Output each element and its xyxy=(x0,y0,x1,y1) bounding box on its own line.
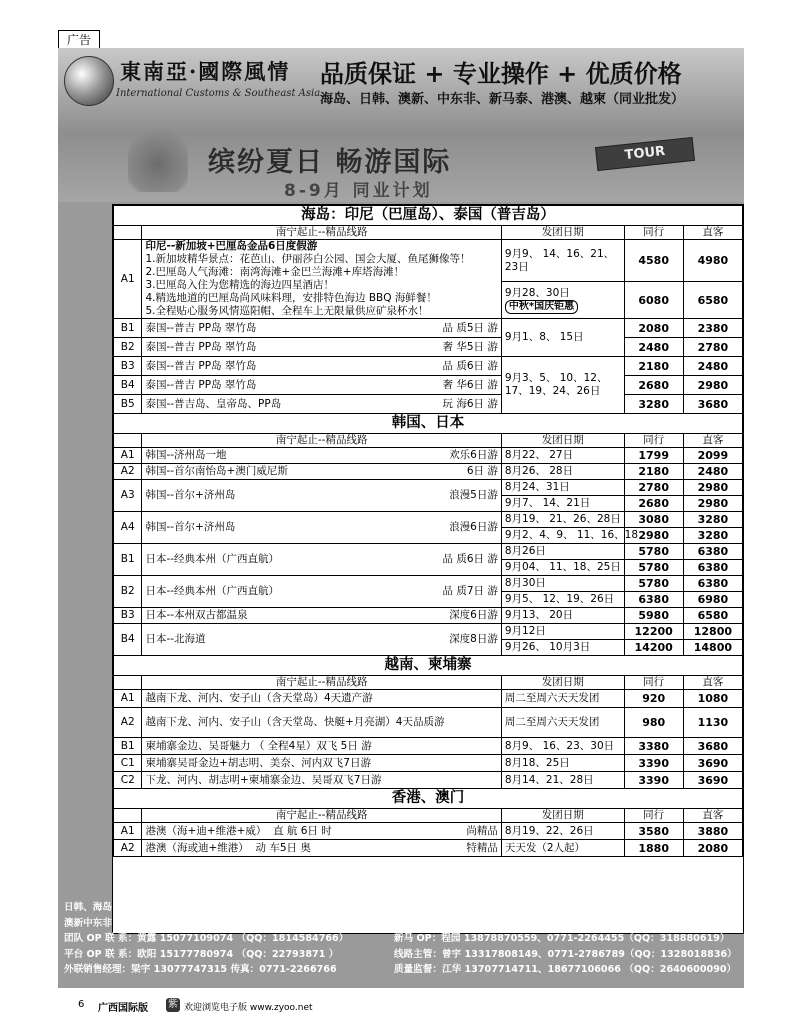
direct-price: 3690 xyxy=(683,772,742,789)
contact-entry: 日韩、海岛 OP：何萍 15994377197 （QQ：318880612 ） xyxy=(64,902,348,913)
brand-name-english: International Customs & Southeast Asia xyxy=(116,88,321,99)
route-code: B5 xyxy=(114,395,142,414)
route-name: 韩国--首尔+济州岛 浪漫6日游 xyxy=(142,512,501,544)
departure-dates: 8月26、 28日 xyxy=(501,464,624,480)
contact-row xyxy=(64,900,738,916)
trade-price: 2080 xyxy=(624,319,683,338)
departure-dates: 周二至周六天天发团 xyxy=(501,708,624,738)
trade-price: 5780 xyxy=(624,560,683,576)
palm-tree-icon xyxy=(128,122,188,192)
price-table xyxy=(113,205,743,857)
direct-price: 3280 xyxy=(683,528,742,544)
tour-sign: TOUR xyxy=(595,137,695,171)
route-code: B1 xyxy=(114,738,142,755)
departure-dates: 8月22、 27日 xyxy=(501,448,624,464)
direct-price: 3680 xyxy=(683,395,742,414)
route-code: B3 xyxy=(114,608,142,624)
route-duration: 6日 游 xyxy=(466,465,498,477)
route-code: B1 xyxy=(114,544,142,576)
route-grade: 特精品 xyxy=(466,841,498,854)
trade-price: 3280 xyxy=(624,395,683,414)
header-route: 南宁起止--精品线路 xyxy=(142,676,501,690)
contact-entry: 澳新中东非 OP：吴婷 13978686152 （QQ：2393305450） xyxy=(64,917,352,929)
section-title-vietnam-cambodia: 越南、柬埔寨 xyxy=(114,656,743,676)
direct-price: 6580 xyxy=(683,282,742,319)
header-dates: 发团日期 xyxy=(501,809,624,823)
direct-price: 3280 xyxy=(683,512,742,528)
departure-dates: 8月24、31日 xyxy=(501,480,624,496)
trade-price: 2180 xyxy=(624,357,683,376)
direct-price: 2980 xyxy=(683,376,742,395)
route-code: A1 xyxy=(114,690,142,708)
direct-price: 3880 xyxy=(683,823,742,840)
direct-price: 2480 xyxy=(683,357,742,376)
route-code: A1 xyxy=(114,823,142,840)
route-feature: 4.精选地道的巴厘岛尚风味料理，安排特色海边 BBQ 海鲜餐！ xyxy=(145,292,437,304)
section-title-korea-japan: 韩国、日本 xyxy=(114,414,743,434)
direct-price: 2380 xyxy=(683,319,742,338)
trade-price: 3390 xyxy=(624,755,683,772)
route-code: B4 xyxy=(114,376,142,395)
route-name: 港澳（海+迪+维港+威） 直 航 6日 时 尚精品 xyxy=(142,823,501,840)
departure-dates: 8月9、 16、23、30日 xyxy=(501,738,624,755)
contact-entry: 质量监督：江华 13707714711、18677106066 （QQ：2640600090） xyxy=(394,964,737,976)
section-title-island: 海岛：印尼（巴厘岛）、泰国（普吉岛） xyxy=(114,206,743,226)
page-number: 6 xyxy=(78,999,85,1010)
direct-price: 3690 xyxy=(683,755,742,772)
route-name: 下龙、河内、胡志明+柬埔寨金边、吴哥双飞7日游 xyxy=(142,772,501,789)
route-name: 越南下龙、河内、安子山（含天堂岛）4天遗产游 xyxy=(142,690,501,708)
campaign-title: 缤纷夏日 畅游国际 xyxy=(208,147,452,178)
ad-tag: 广告 xyxy=(58,30,100,50)
route-code: A2 xyxy=(114,840,142,857)
direct-price: 6980 xyxy=(683,592,742,608)
direct-price: 2980 xyxy=(683,496,742,512)
header-dates: 发团日期 xyxy=(501,676,624,690)
route-name: 泰国--普吉 PP岛 翠竹岛 奢 华6日 游 xyxy=(142,376,501,395)
route-code: C2 xyxy=(114,772,142,789)
route-name: 港澳（海或迪+维港） 动 车5日 奥 特精品 xyxy=(142,840,501,857)
departure-dates: 9月7、 14、21日 xyxy=(501,496,624,512)
route-code: B4 xyxy=(114,624,142,656)
trade-price: 920 xyxy=(624,690,683,708)
route-name: 日本--经典本州（广西直航） 品 质7日 游 xyxy=(142,576,501,608)
departure-dates: 8月30日 xyxy=(501,576,624,592)
departure-dates: 9月04、 11、18、25日 xyxy=(501,560,624,576)
header-trade: 同行 xyxy=(624,434,683,448)
publication-name: 广西国际版 xyxy=(98,1003,148,1014)
departure-dates: 9月5、 12、19、26日 xyxy=(501,592,624,608)
contact-entry: 外联销售经理：梁宇 13077747315 传真：0771-2266766 xyxy=(64,964,337,976)
campaign-subtitle: 8-9月 同业计划 xyxy=(284,181,433,201)
trade-price: 3080 xyxy=(624,512,683,528)
route-duration: 奢 华5日 游 xyxy=(442,340,498,353)
trade-price: 5780 xyxy=(624,576,683,592)
direct-price: 2780 xyxy=(683,338,742,357)
trade-price: 2780 xyxy=(624,480,683,496)
route-feature: 5.全程贴心服务风情巡阳帽、全程车上无限量供应矿泉杯水！ xyxy=(145,305,429,317)
contact-entry: 团队 OP 联 系：黄露 15077109074 （QQ：1814584766） xyxy=(64,933,349,945)
trade-price: 2680 xyxy=(624,376,683,395)
trade-price: 4580 xyxy=(624,240,683,282)
route-code: B2 xyxy=(114,576,142,608)
header-direct: 直客 xyxy=(683,809,742,823)
trade-price: 6380 xyxy=(624,592,683,608)
route-feature: 3.巴厘岛入住为您精选的海边四星酒店！ xyxy=(145,279,335,291)
page-footer xyxy=(58,998,744,1014)
departure-dates: 9月13、 20日 xyxy=(501,608,624,624)
departure-dates: 8月26日 xyxy=(501,544,624,560)
route-code: A1 xyxy=(114,448,142,464)
route-feature: 1.新加坡精华景点：花芭山、伊丽莎白公园、国会大厦、鱼尾狮像等！ xyxy=(145,253,471,265)
contact-list xyxy=(58,898,744,980)
price-table-panel xyxy=(112,204,744,934)
trade-price: 2480 xyxy=(624,338,683,357)
header-trade: 同行 xyxy=(624,676,683,690)
route-title: 印尼--新加坡+巴厘岛金品6日度假游 xyxy=(145,240,318,252)
header-trade: 同行 xyxy=(624,809,683,823)
trade-price: 2980 xyxy=(624,528,683,544)
route-duration: 品 质5日 游 xyxy=(442,321,498,334)
route-detail xyxy=(142,240,501,319)
route-duration: 品 质7日 游 xyxy=(442,585,498,597)
route-code: A3 xyxy=(114,480,142,512)
contact-row xyxy=(64,916,738,932)
trade-price: 2680 xyxy=(624,496,683,512)
trade-price: 14200 xyxy=(624,640,683,656)
route-code: B1 xyxy=(114,319,142,338)
trade-price: 1799 xyxy=(624,448,683,464)
departure-dates: 周二至周六天天发团 xyxy=(501,690,624,708)
header-dates: 发团日期 xyxy=(501,226,624,240)
direct-price: 4980 xyxy=(683,240,742,282)
departure-dates: 9月9、 14、16、21、23日 xyxy=(501,240,624,282)
route-name: 日本--本州双古都温泉 深度6日游 xyxy=(142,608,501,624)
route-name: 韩国--首尔南怡岛+澳门威尼斯 6日 游 xyxy=(142,464,501,480)
route-name: 越南下龙、河内、安子山（含天堂岛、快艇+月亮湖）4天品质游 xyxy=(142,708,501,738)
globe-icon xyxy=(64,56,114,106)
route-duration: 品 质6日 游 xyxy=(442,359,498,372)
trade-price: 1880 xyxy=(624,840,683,857)
header-route: 南宁起止--精品线路 xyxy=(142,434,501,448)
route-code: C1 xyxy=(114,755,142,772)
direct-price: 1130 xyxy=(683,708,742,738)
festival-badge: 中秋*国庆钜惠 xyxy=(505,300,578,314)
route-name: 韩国--济州岛一地 欢乐6日游 xyxy=(142,448,501,464)
direct-price: 2480 xyxy=(683,464,742,480)
header-trade: 同行 xyxy=(624,226,683,240)
advertisement-page xyxy=(58,48,744,988)
route-name: 泰国--普吉 PP岛 翠竹岛 奢 华5日 游 xyxy=(142,338,501,357)
route-duration: 浪漫6日游 xyxy=(449,521,498,533)
route-name: 日本--经典本州（广西直航） 品 质6日 游 xyxy=(142,544,501,576)
direct-price: 3680 xyxy=(683,738,742,755)
departure-dates: 8月19、22、26日 xyxy=(501,823,624,840)
website-link[interactable]: 欢迎浏览电子版 www.zyoo.net xyxy=(184,1003,313,1013)
departure-dates: 8月14、21、28日 xyxy=(501,772,624,789)
direct-price: 6380 xyxy=(683,560,742,576)
route-name: 日本--北海道 深度8日游 xyxy=(142,624,501,656)
departure-dates: 9月2、4、9、 11、16、18 xyxy=(501,528,624,544)
direct-price: 2099 xyxy=(683,448,742,464)
direct-price: 6380 xyxy=(683,544,742,560)
route-duration: 奢 华6日 游 xyxy=(442,378,498,391)
trade-price: 3580 xyxy=(624,823,683,840)
direct-price: 1080 xyxy=(683,690,742,708)
departure-dates: 8月19、 21、26、28日 xyxy=(501,512,624,528)
route-code: A1 xyxy=(114,240,142,319)
route-duration: 深度6日游 xyxy=(449,609,498,621)
trade-price: 5780 xyxy=(624,544,683,560)
route-duration: 浪漫5日游 xyxy=(449,489,498,501)
route-name: 柬埔寨吴哥金边+胡志明、美奈、河内双飞7日游 xyxy=(142,755,501,772)
departure-dates: 9月1、8、 15日 xyxy=(501,319,624,357)
route-feature: 2.巴厘岛人气海滩：南湾海滩+金巴兰海滩+库塔海滩！ xyxy=(145,266,405,278)
publisher-logo-icon: 紫 xyxy=(168,999,178,1010)
route-grade: 尚精品 xyxy=(466,824,498,837)
route-duration: 深度8日游 xyxy=(449,633,498,645)
route-name: 韩国--首尔+济州岛 浪漫5日游 xyxy=(142,480,501,512)
header-route: 南宁起止--精品线路 xyxy=(142,809,501,823)
direct-price: 12800 xyxy=(683,624,742,640)
contact-entry: 新马 OP：程园 13878870559、0771-2264455（QQ：318880619） xyxy=(394,933,730,945)
header-route: 南宁起止--精品线路 xyxy=(142,226,501,240)
route-mode: 动 车5日 奥 xyxy=(255,841,311,854)
header-direct: 直客 xyxy=(683,676,742,690)
contact-row xyxy=(64,947,738,963)
route-name: 柬埔寨金边、吴哥魅力 （ 全程4星）双飞 5日 游 xyxy=(142,738,501,755)
contact-row xyxy=(64,931,738,947)
route-code: B2 xyxy=(114,338,142,357)
departure-dates: 8月18、25日 xyxy=(501,755,624,772)
direct-price: 6580 xyxy=(683,608,742,624)
route-code: A2 xyxy=(114,708,142,738)
header-direct: 直客 xyxy=(683,434,742,448)
section-title-hk-macau: 香港、澳门 xyxy=(114,789,743,809)
departure-dates: 9月28、30日 中秋*国庆钜惠 xyxy=(501,282,624,319)
header-banner xyxy=(58,48,744,202)
departure-dates: 天天发（2人起） xyxy=(501,840,624,857)
direct-price: 6380 xyxy=(683,576,742,592)
departure-dates: 9月26、 10月3日 xyxy=(501,640,624,656)
route-duration: 品 质6日 游 xyxy=(442,553,498,565)
route-duration: 玩 海6日 游 xyxy=(442,397,498,410)
route-name: 泰国--普吉 PP岛 翠竹岛 品 质6日 游 xyxy=(142,357,501,376)
direct-price: 2980 xyxy=(683,480,742,496)
departure-dates: 9月12日 xyxy=(501,624,624,640)
trade-price: 12200 xyxy=(624,624,683,640)
destinations-line: 海岛、日韩、澳新、中东非、新马泰、港澳、越柬（同业批发） xyxy=(320,92,685,107)
route-code: A2 xyxy=(114,464,142,480)
route-mode: 直 航 6日 时 xyxy=(273,824,332,837)
contact-row xyxy=(64,962,738,978)
route-duration: 欢乐6日游 xyxy=(449,449,498,461)
route-name: 泰国--普吉 PP岛 翠竹岛 品 质5日 游 xyxy=(142,319,501,338)
route-name: 泰国--普吉岛、皇帝岛、PP岛 玩 海6日 游 xyxy=(142,395,501,414)
direct-price: 14800 xyxy=(683,640,742,656)
trade-price: 6080 xyxy=(624,282,683,319)
header-dates: 发团日期 xyxy=(501,434,624,448)
trade-price: 3390 xyxy=(624,772,683,789)
trade-price: 2180 xyxy=(624,464,683,480)
header-direct: 直客 xyxy=(683,226,742,240)
slogan: 品质保证 + 专业操作 + 优质价格 xyxy=(320,60,682,88)
brand-name: 東南亞·國際風情 xyxy=(120,59,291,84)
direct-price: 2080 xyxy=(683,840,742,857)
route-code: A4 xyxy=(114,512,142,544)
departure-dates: 9月3、5、 10、12、17、19、24、26日 xyxy=(501,357,624,414)
contact-entry: 泰国 OP：刘莉 18677098454、0771-2266500（QQ：282569420） xyxy=(394,902,730,913)
trade-price: 980 xyxy=(624,708,683,738)
contact-entry: 线路主管：曾宇 13317808149、0771-2786789（QQ：1328018836） xyxy=(394,948,737,960)
trade-price: 5980 xyxy=(624,608,683,624)
trade-price: 3380 xyxy=(624,738,683,755)
contact-entry: 新泰 OP：姚琦 15877171266、0771-2264545（QQ：945543750） xyxy=(394,917,730,929)
contact-entry: 平台 OP 联 系：欧阳 15177780974 （QQ：22793871 ） xyxy=(64,948,339,960)
route-code: B3 xyxy=(114,357,142,376)
